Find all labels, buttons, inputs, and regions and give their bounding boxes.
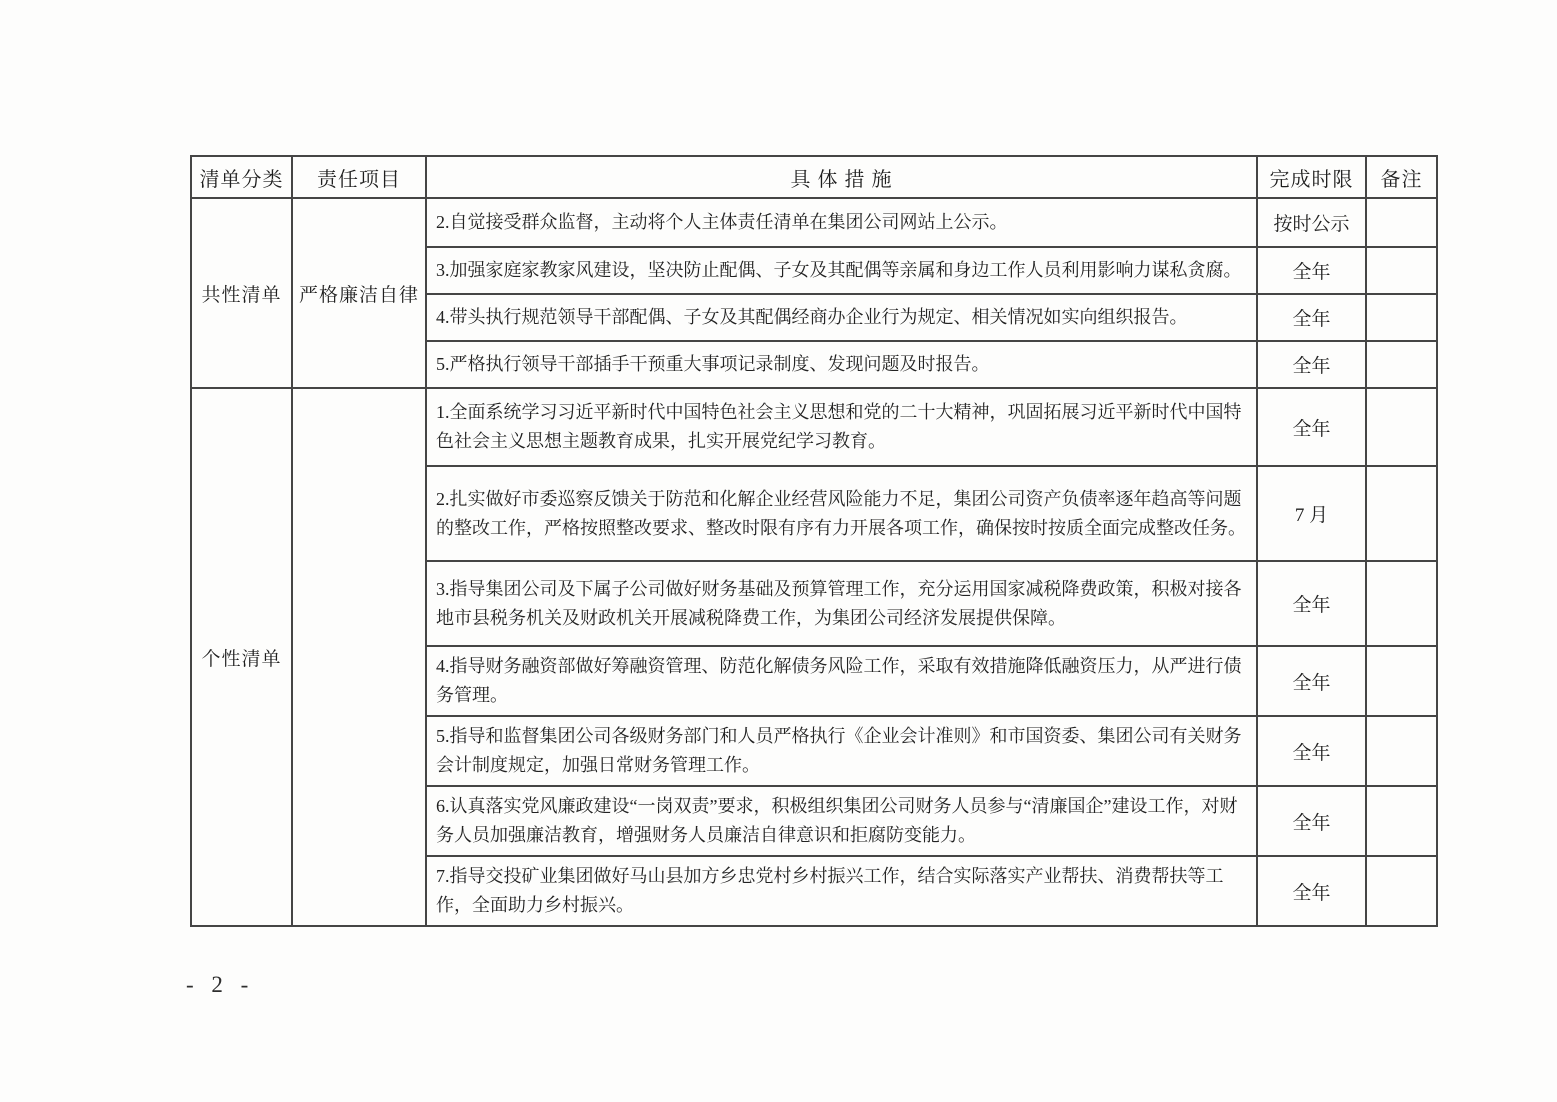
category-cell-individual: 个性清单 [191,388,292,926]
measure-cell: 2.扎实做好市委巡察反馈关于防范和化解企业经营风险能力不足，集团公司资产负债率逐年趋高等问题的整改工作，严格按照整改要求、整改时限有序有力开展各项工作，确保按时按质全面完成整改任务。 [426,466,1257,561]
table-row [191,198,1437,247]
remark-cell [1366,341,1437,388]
table-row [191,388,1437,466]
category-cell-common: 共性清单 [191,198,292,388]
measure-cell: 3.加强家庭家教家风建设，坚决防止配偶、子女及其配偶等亲属和身边工作人员利用影响力谋私贪腐。 [426,247,1257,294]
deadline-cell: 全年 [1257,294,1366,341]
measure-cell: 3.指导集团公司及下属子公司做好财务基础及预算管理工作，充分运用国家减税降费政策，积极对接各地市县税务机关及财政机关开展减税降费工作，为集团公司经济发展提供保障。 [426,561,1257,646]
project-cell-individual [292,388,426,926]
responsibility-list-table [190,155,1438,927]
deadline-cell: 按时公示 [1257,198,1366,247]
measure-cell: 4.带头执行规范领导干部配偶、子女及其配偶经商办企业行为规定、相关情况如实向组织报告。 [426,294,1257,341]
deadline-cell: 7 月 [1257,466,1366,561]
remark-cell [1366,198,1437,247]
header-project: 责任项目 [292,156,426,198]
remark-cell [1366,716,1437,786]
header-remark: 备注 [1366,156,1437,198]
measure-cell: 1.全面系统学习习近平新时代中国特色社会主义思想和党的二十大精神，巩固拓展习近平新时代中国特色社会主义思想主题教育成果，扎实开展党纪学习教育。 [426,388,1257,466]
remark-cell [1366,247,1437,294]
measure-cell: 6.认真落实党风廉政建设“一岗双责”要求，积极组织集团公司财务人员参与“清廉国企”建设工作，对财务人员加强廉洁教育，增强财务人员廉洁自律意识和拒腐防变能力。 [426,786,1257,856]
deadline-cell: 全年 [1257,856,1366,926]
measure-cell: 2.自觉接受群众监督，主动将个人主体责任清单在集团公司网站上公示。 [426,198,1257,247]
remark-cell [1366,388,1437,466]
header-measures: 具 体 措 施 [426,156,1257,198]
measure-cell: 7.指导交投矿业集团做好马山县加方乡忠党村乡村振兴工作，结合实际落实产业帮扶、消费帮扶等工作，全面助力乡村振兴。 [426,856,1257,926]
header-deadline: 完成时限 [1257,156,1366,198]
deadline-cell: 全年 [1257,341,1366,388]
deadline-cell: 全年 [1257,786,1366,856]
remark-cell [1366,786,1437,856]
deadline-cell: 全年 [1257,247,1366,294]
deadline-cell: 全年 [1257,388,1366,466]
remark-cell [1366,856,1437,926]
table-header-row [191,156,1437,198]
measure-cell: 5.严格执行领导干部插手干预重大事项记录制度、发现问题及时报告。 [426,341,1257,388]
project-cell-common: 严格廉洁自律 [292,198,426,388]
page-number: - 2 - [186,972,255,997]
remark-cell [1366,294,1437,341]
deadline-cell: 全年 [1257,646,1366,716]
remark-cell [1366,466,1437,561]
remark-cell [1366,561,1437,646]
remark-cell [1366,646,1437,716]
deadline-cell: 全年 [1257,716,1366,786]
header-category: 清单分类 [191,156,292,198]
measure-cell: 4.指导财务融资部做好筹融资管理、防范化解债务风险工作，采取有效措施降低融资压力，从严进行债务管理。 [426,646,1257,716]
measure-cell: 5.指导和监督集团公司各级财务部门和人员严格执行《企业会计准则》和市国资委、集团公司有关财务会计制度规定，加强日常财务管理工作。 [426,716,1257,786]
deadline-cell: 全年 [1257,561,1366,646]
